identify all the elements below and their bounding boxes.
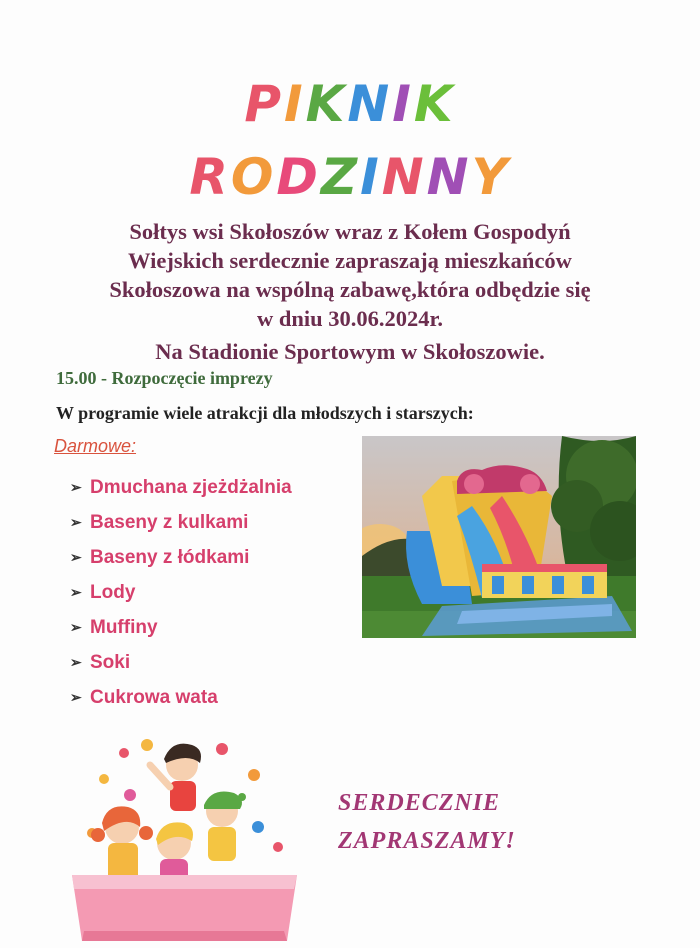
invite-line-2: ZAPRASZAMY! [338, 828, 516, 854]
intro-text [0, 217, 700, 366]
intro-line: Na Stadionie Sportowym w Skołoszowie. [155, 339, 545, 364]
program-heading: W programie wiele atrakcji dla młodszych i starszych: [56, 403, 474, 423]
invite-line-1: SERDECZNIE [338, 790, 501, 816]
title-letter: R [189, 148, 231, 206]
arrow-bullet-icon: ➢ [70, 549, 82, 565]
kids-ball-pit-illustration [62, 735, 307, 945]
title-letter: N [347, 75, 393, 133]
list-item [70, 540, 292, 575]
arrow-bullet-icon: ➢ [70, 584, 82, 600]
list-item [70, 680, 292, 715]
arrow-bullet-icon: ➢ [70, 514, 82, 530]
arrow-bullet-icon: ➢ [70, 689, 82, 705]
attraction-label: Cukrowa wata [90, 686, 218, 708]
title-line-1 [0, 75, 700, 133]
list-item [70, 645, 292, 680]
arrow-bullet-icon: ➢ [70, 479, 82, 495]
free-label: Darmowe: [54, 436, 137, 456]
title-letter: N [426, 148, 472, 206]
list-item [70, 575, 292, 610]
intro-line: Wiejskich serdecznie zapraszają mieszkańców [128, 248, 572, 273]
intro-line: Sołtys wsi Skołoszów wraz z Kołem Gospodyń [129, 219, 571, 244]
list-item [70, 610, 292, 645]
attraction-label: Lody [90, 581, 136, 603]
title-letter: I [392, 75, 414, 133]
intro-line: Skołoszowa na wspólną zabawę,która odbędzie się [109, 277, 591, 302]
title-letter: Z [320, 148, 361, 206]
attraction-label: Baseny z łódkami [90, 546, 250, 568]
title-letter: D [276, 148, 321, 206]
start-time: 15.00 - Rozpoczęcie imprezy [56, 368, 273, 388]
title-letter: K [305, 75, 348, 133]
title-letter: I [284, 75, 306, 133]
inflatable-slide-photo [362, 436, 636, 638]
intro-line: w dniu 30.06.2024r. [256, 306, 444, 331]
title-letter: N [381, 148, 427, 206]
title-letter: Y [471, 148, 511, 206]
title-letter: P [244, 75, 285, 133]
title-letter: O [230, 148, 277, 206]
attraction-label: Soki [90, 651, 131, 673]
arrow-bullet-icon: ➢ [70, 619, 82, 635]
attractions-list [70, 470, 292, 715]
arrow-bullet-icon: ➢ [70, 654, 82, 670]
attraction-label: Baseny z kulkami [90, 511, 249, 533]
title-letter: I [360, 148, 382, 206]
list-item [70, 505, 292, 540]
list-item [70, 470, 292, 505]
attraction-label: Dmuchana zjeżdżalnia [90, 476, 292, 498]
title-line-2 [0, 148, 700, 206]
title-letter: K [413, 75, 456, 133]
attraction-label: Muffiny [90, 616, 158, 638]
